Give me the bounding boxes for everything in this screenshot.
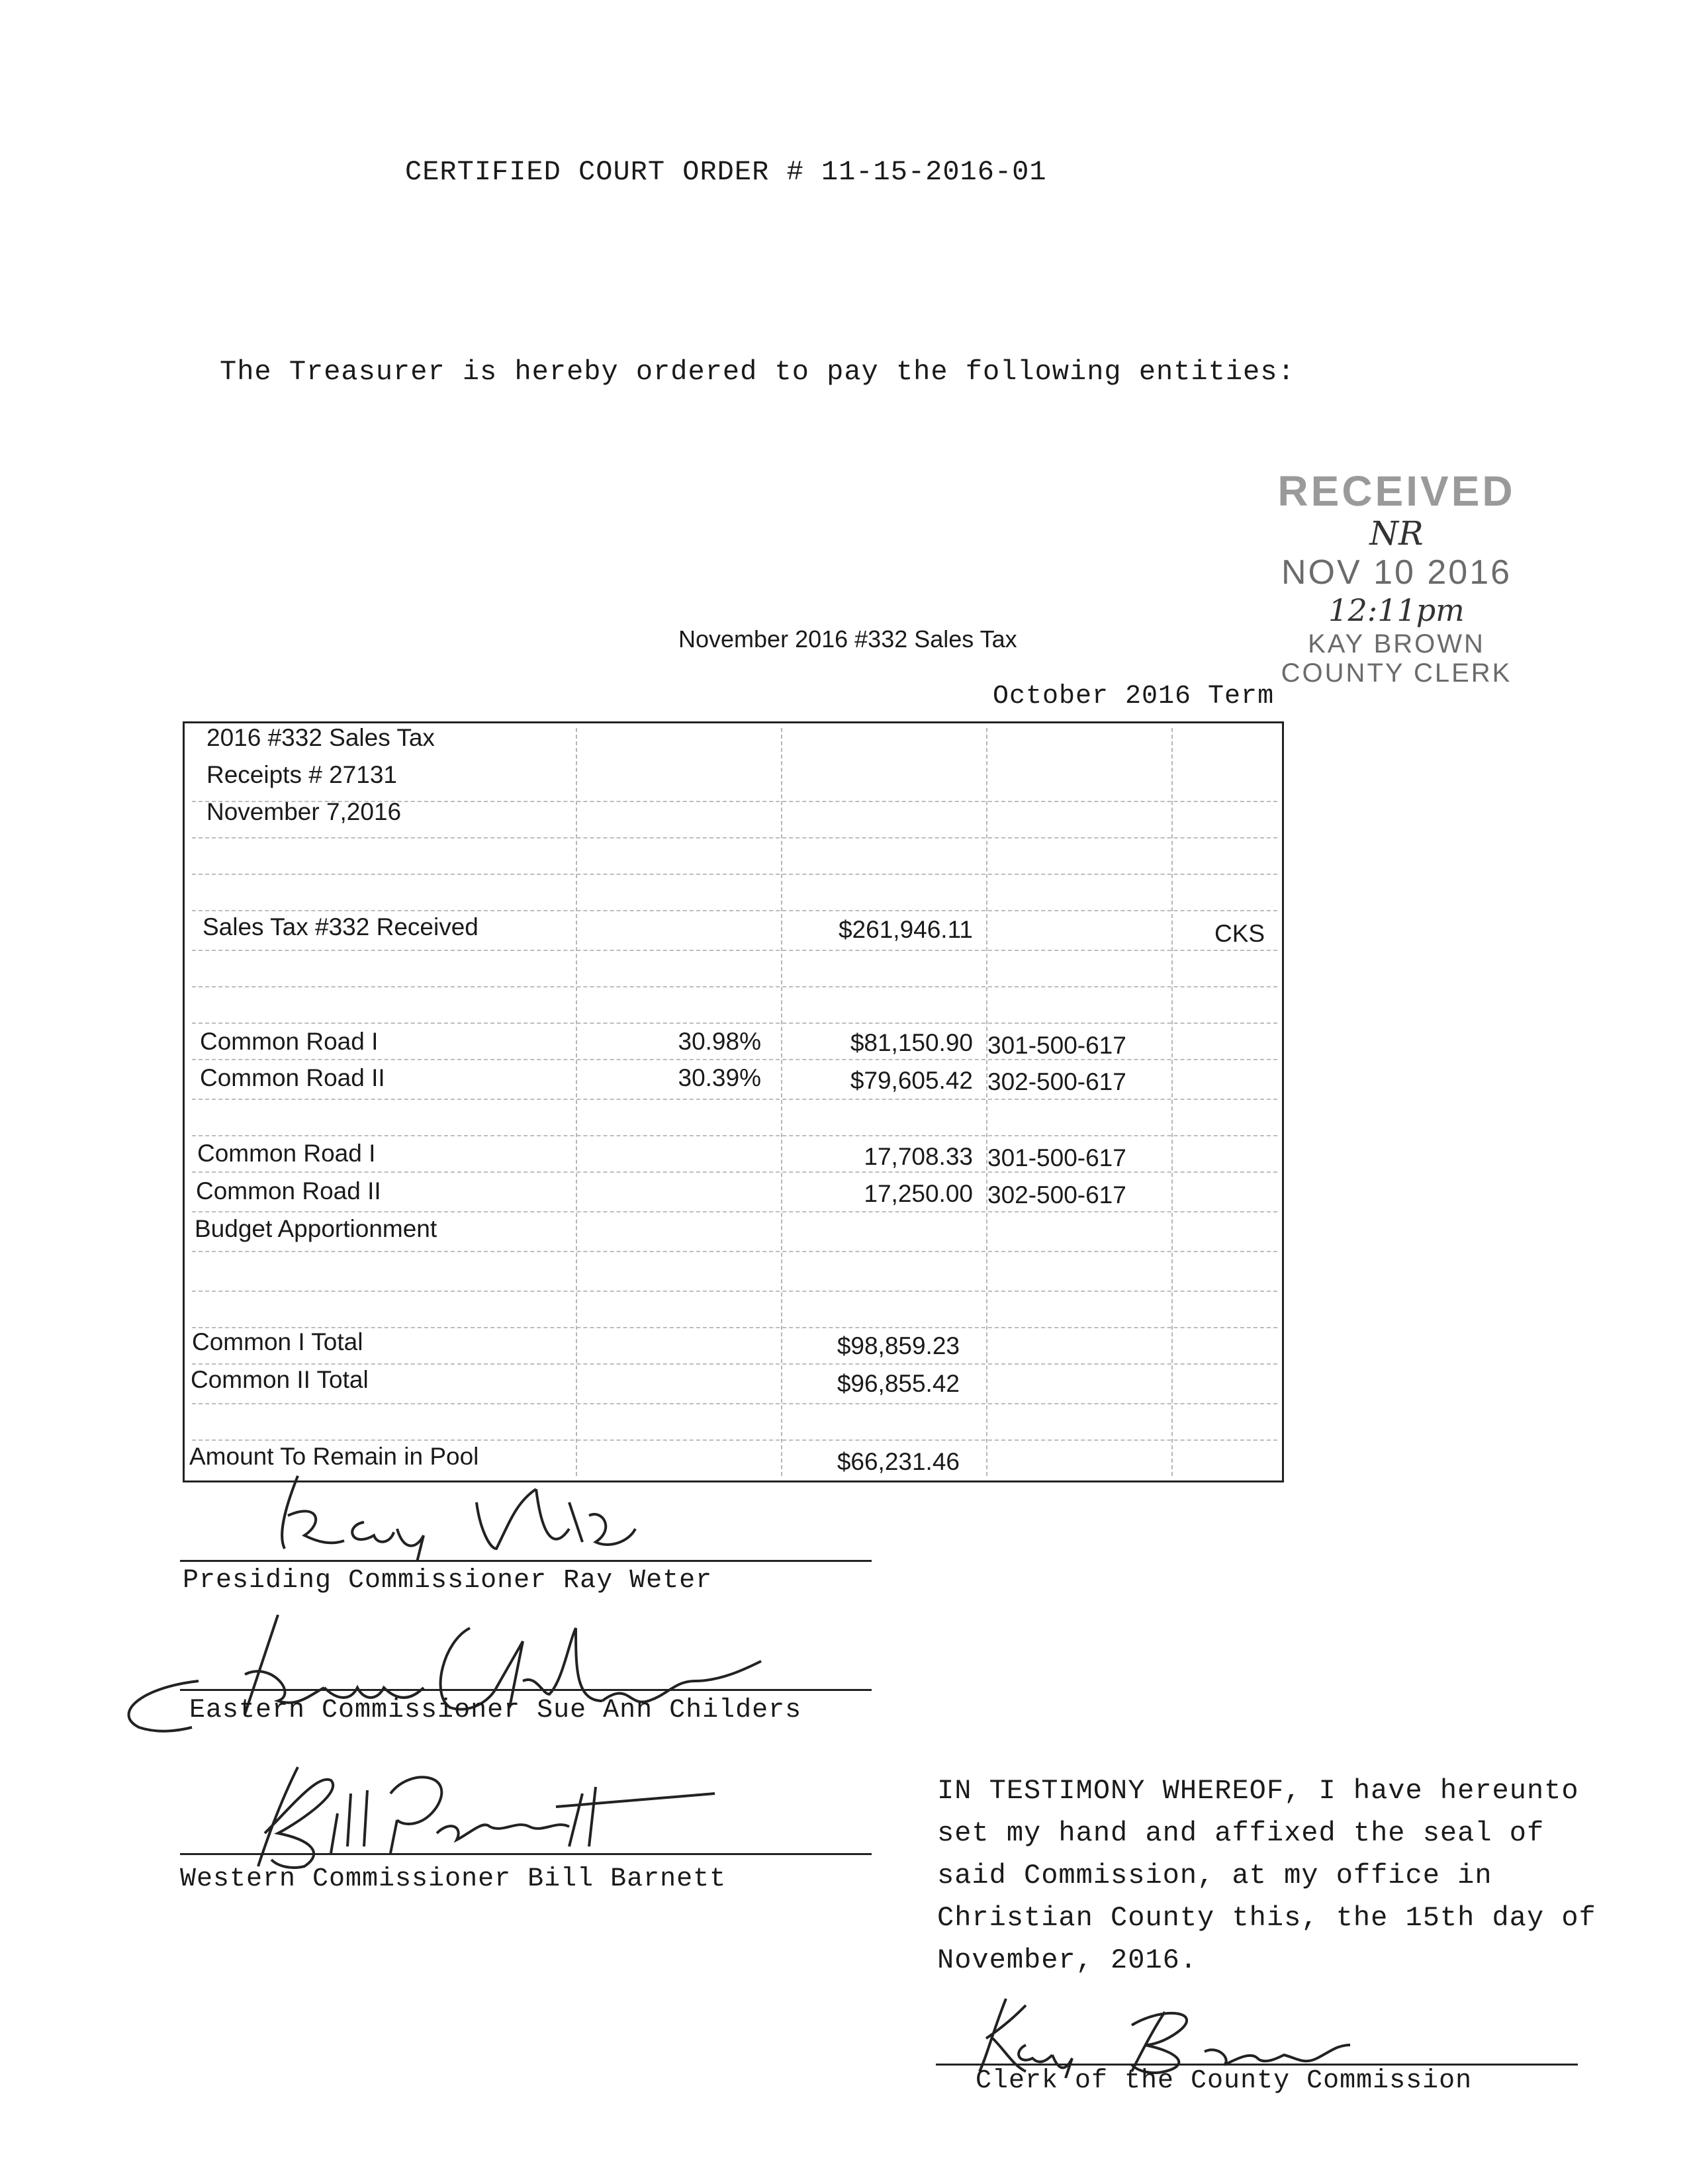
grid-line [192, 1291, 1277, 1292]
ledger-row-amount: $79,605.42 [850, 1067, 973, 1094]
order-intro: The Treasurer is hereby ordered to pay the following entities: [220, 356, 1295, 388]
ledger-heading-line3: November 7,2016 [206, 798, 402, 825]
ledger-row-account: 302-500-617 [987, 1068, 1126, 1095]
ledger-row-amount: $81,150.90 [850, 1029, 973, 1056]
stamp-office: COUNTY CLERK [1281, 659, 1512, 688]
stamp-date: NOV 10 2016 [1281, 553, 1512, 592]
common-i-total-amount: $98,859.23 [837, 1332, 960, 1359]
ledger-row-account: 301-500-617 [987, 1032, 1126, 1059]
ledger-heading-line1: 2016 #332 Sales Tax [206, 724, 435, 751]
ledger-row-label: Common Road II [200, 1064, 385, 1091]
grid-line [192, 1211, 1277, 1212]
ledger-row-account: 301-500-617 [987, 1144, 1126, 1171]
ledger-row-account: 302-500-617 [987, 1181, 1126, 1208]
ledger-row-percent: 30.39% [678, 1064, 761, 1091]
received-note: CKS [1214, 920, 1265, 947]
western-commissioner-caption: Western Commissioner Bill Barnett [180, 1864, 727, 1894]
eastern-commissioner-caption: Eastern Commissioner Sue Ann Childers [189, 1696, 802, 1725]
ledger-heading-line2: Receipts # 27131 [206, 761, 397, 788]
presiding-commissioner-caption: Presiding Commissioner Ray Weter [183, 1566, 713, 1596]
grid-line [192, 1023, 1277, 1024]
grid-line [192, 1439, 1277, 1441]
grid-line [192, 1099, 1277, 1100]
presiding-signature [258, 1463, 655, 1562]
grid-line [192, 1403, 1277, 1404]
term-label: October 2016 Term [993, 682, 1275, 711]
testimony-paragraph: IN TESTIMONY WHEREOF, I have hereunto set my hand and affixed the seal of said Commission, at my office in Christian County this, the 15th day of November, 2016. [937, 1775, 1596, 1976]
grid-line [192, 986, 1277, 987]
presiding-signature-line [180, 1560, 872, 1562]
grid-line [192, 1135, 1277, 1136]
stamp-time: 12:11pm [1328, 592, 1465, 628]
remain-in-pool-label: Amount To Remain in Pool [189, 1443, 479, 1470]
clerk-signature-line [936, 2064, 1578, 2066]
ledger-row-percent: 30.98% [678, 1028, 761, 1055]
budget-apportionment-label: Budget Apportionment [195, 1215, 437, 1242]
eastern-signature-line [180, 1689, 872, 1691]
document-title: CERTIFIED COURT ORDER # 11-15-2016-01 [405, 156, 1047, 188]
stamp-name: KAY BROWN [1308, 629, 1485, 659]
grid-line [192, 1251, 1277, 1252]
common-i-total-label: Common I Total [192, 1328, 363, 1355]
ledger-subtitle: November 2016 #332 Sales Tax [678, 625, 1017, 653]
ledger-row-label: Common Road I [197, 1140, 376, 1167]
remain-in-pool-amount: $66,231.46 [837, 1448, 960, 1475]
western-signature [238, 1754, 741, 1873]
received-amount: $261,946.11 [838, 916, 973, 943]
stamp-initials: NR [1369, 514, 1424, 553]
clerk-caption: Clerk of the County Commission [976, 2066, 1473, 2096]
grid-line [192, 874, 1277, 875]
common-ii-total-label: Common II Total [191, 1366, 369, 1393]
ledger-row-amount: 17,250.00 [864, 1180, 973, 1207]
received-label: Sales Tax #332 Received [203, 913, 479, 940]
grid-line [192, 1363, 1277, 1365]
stamp-received: RECEIVED [1277, 467, 1516, 515]
ledger-row-amount: 17,708.33 [864, 1143, 973, 1170]
grid-line [192, 950, 1277, 951]
ledger-row-label: Common Road I [200, 1028, 379, 1055]
grid-line [192, 837, 1277, 839]
common-ii-total-amount: $96,855.42 [837, 1370, 960, 1397]
grid-line [192, 910, 1277, 911]
western-signature-line [180, 1853, 872, 1855]
ledger-row-label: Common Road II [196, 1177, 381, 1205]
received-stamp [1257, 467, 1535, 692]
